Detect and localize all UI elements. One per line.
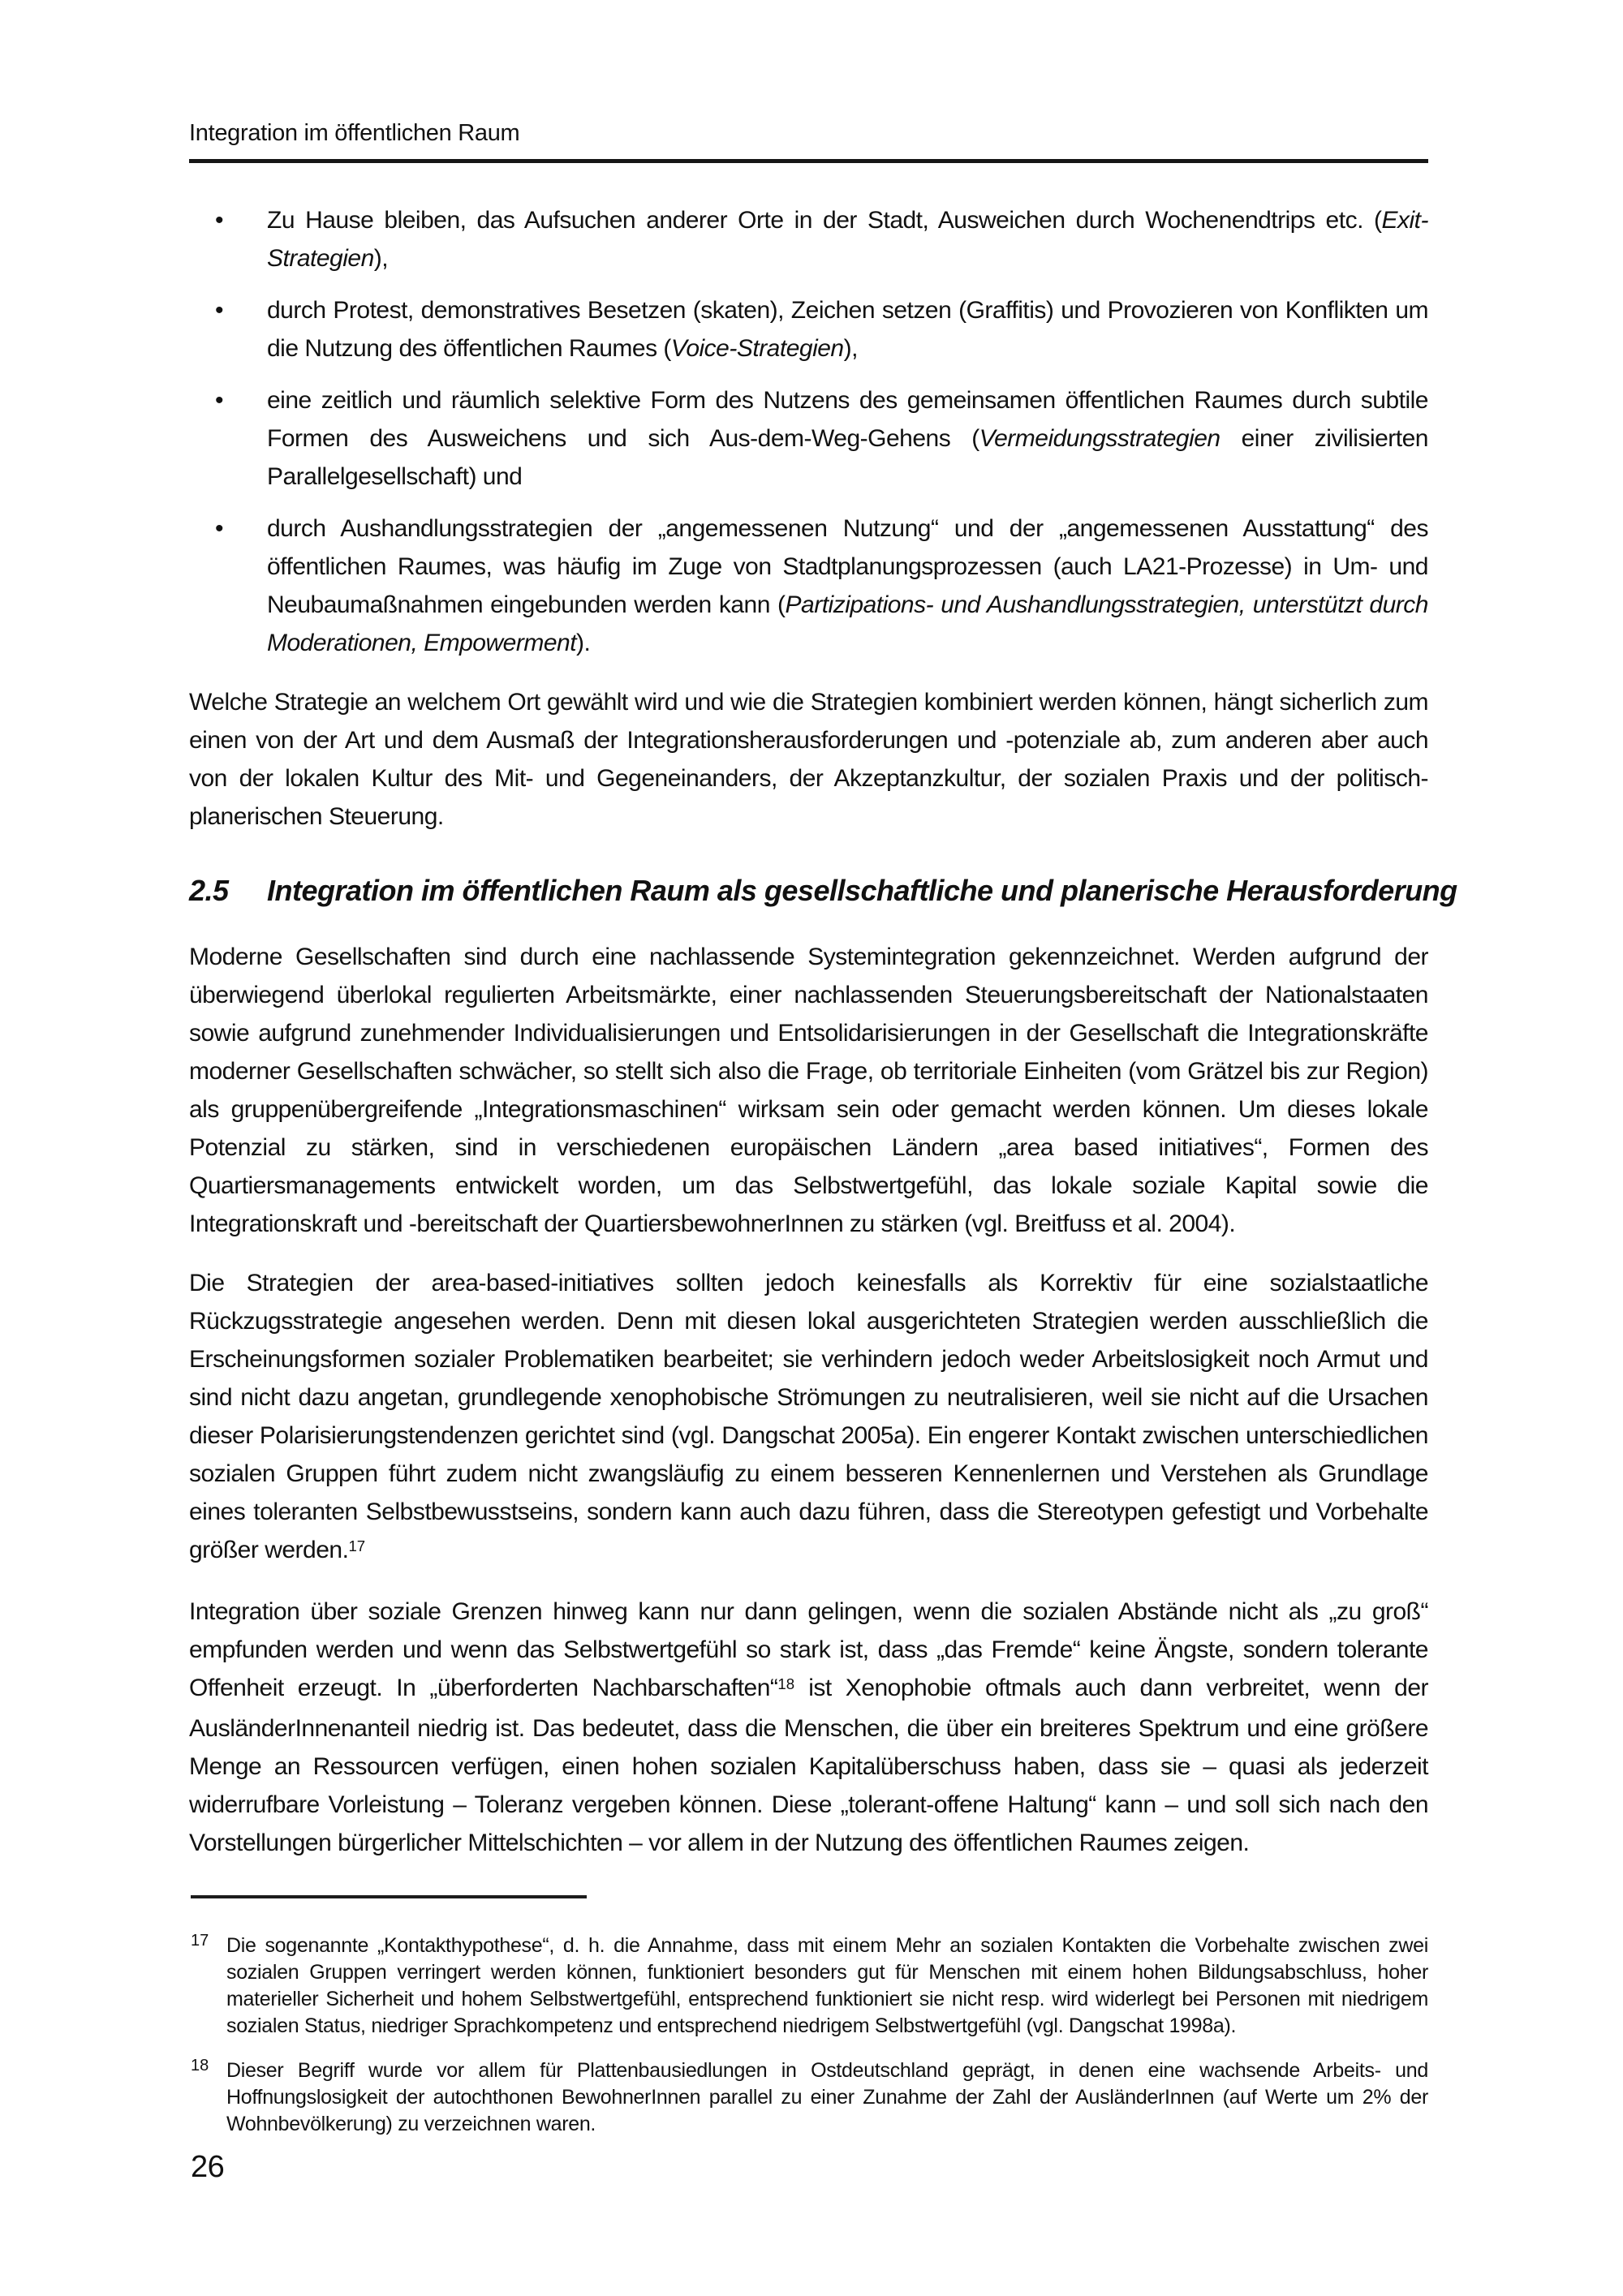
footnote-marker: 17 xyxy=(191,1932,209,1950)
paragraph xyxy=(189,1593,1428,1862)
bullet-icon: • xyxy=(215,515,224,542)
paragraph xyxy=(189,683,1428,836)
footnote-reference: 18 xyxy=(777,1675,795,1692)
text-run: ), xyxy=(373,245,389,272)
footnote-separator xyxy=(191,1895,587,1898)
footnote-section xyxy=(189,1895,1428,2156)
section-heading xyxy=(189,871,1457,910)
paragraph xyxy=(189,938,1428,1243)
running-header: Integration im öffentlichen Raum xyxy=(189,118,1428,163)
text-run: ist Xenophobie oftmals auch dann verbreitet, wenn der AusländerInnenanteil niedrig ist. Das bedeutet, dass die Menschen, die über ein breiteres Spektrum und eine größere Menge an Ressourcen verfügen, einen hohen sozialen Kapitalüberschuss haben, dass sie – quasi als jederzeit widerrufbare Vorleistung – Toleranz vergeben können. Diese „tolerant-offene Haltung“ kann – und soll sich nach den Vorstellungen bürgerlicher Mittelschichten – vor allem in der Nutzung des öffentlichen Raumes zeigen. xyxy=(189,1675,1428,1856)
bullet-icon: • xyxy=(215,207,224,234)
text-run: einer zivilisierten Parallelgesellschaft) und xyxy=(267,425,1428,490)
footnote-reference: 17 xyxy=(348,1537,366,1554)
section-title: Integration im öffentlichen Raum als gesellschaftliche und planerische Herausforderung xyxy=(267,874,1457,907)
text-run: Integration über soziale Grenzen hinweg kann nur dann gelingen, wenn die sozialen Abstände nicht als „zu groß“ empfunden werden und wenn das Selbstwertgefühl so stark ist, dass „das Fremde“ keine Ängste, sondern tolerante Offenheit erzeugt. In „überforderten Nachbarschaften“ xyxy=(189,1598,1428,1701)
text-run: durch Aushandlungsstrategien der „angemessenen Nutzung“ und der „angemessenen Ausstattung“ des öffentlichen Raumes, was häufig im Zuge von Stadtplanungsprozessen (auch LA21-Prozesse) in Um- und Neubaumaßnahmen eingebunden werden kann ( xyxy=(267,515,1428,618)
footnote xyxy=(189,2057,1428,2138)
text-run: Moderne Gesellschaften sind durch eine nachlassende Systemintegration gekennzeichnet. Werden aufgrund der überwiegend überlokal regulierten Arbeitsmärkte, einer nachlassenden Steuerungsbereitschaft der Nationalstaaten sowie aufgrund zunehmender Individualisierungen und Entsolidarisierungen in der Gesellschaft die Integrationskräfte moderner Gesellschaften schwächer, so stellt sich also die Frage, ob territoriale Einheiten (vom Grätzel bis zur Region) als gruppenübergreifende „Integrationsmaschinen“ wirksam sein oder gemacht werden können. Um dieses lokale Potenzial zu stärken, sind in verschiedenen europäischen Ländern „area based initiatives“, Formen des Quartiersmanagements entwickelt worden, um das Selbstwertgefühl, das lokale soziale Kapital sowie die Integrationskraft und -bereitschaft der QuartiersbewohnerInnen zu stärken (vgl. Breitfuss et al. 2004). xyxy=(189,944,1428,1237)
list-item xyxy=(189,201,1428,277)
footnote-text: Die sogenannte „Kontakthypothese“, d. h. die Annahme, dass mit einem Mehr an sozialen Kontakten die Vorbehalte zwischen zwei sozialen Gruppen verringert werden können, funktioniert besonders gut für Menschen mit einem hohen Bildungsabschluss, hoher materieller Sicherheit und hohem Selbstwertgefühl, entsprechend funktioniert sie nicht resp. wird widerlegt bei Personen mit niedrigem sozialen Status, niedriger Sprachkompetenz und entsprechend niedrigem Selbstwertgefühl (vgl. Dangschat 1998a). xyxy=(226,1934,1428,2037)
text-run-italic: Voice-Strategien xyxy=(670,335,844,362)
text-run-italic: Exit-Strategien xyxy=(267,207,1428,272)
footnote-marker: 18 xyxy=(191,2057,209,2075)
main-text-column xyxy=(189,201,1457,1862)
text-run: ), xyxy=(843,335,858,362)
list-item xyxy=(189,510,1428,662)
bullet-icon: • xyxy=(215,387,224,414)
list-item xyxy=(189,291,1428,368)
page-number: 26 xyxy=(191,2150,225,2184)
section-number: 2.5 xyxy=(189,874,229,907)
text-run-italic: Vermeidungsstrategien xyxy=(979,425,1220,452)
list-item xyxy=(189,381,1428,496)
text-run: durch Protest, demonstratives Besetzen (skaten), Zeichen setzen (Graffitis) und Provozieren von Konflikten um die Nutzung des öffentlichen Raumes ( xyxy=(267,297,1428,362)
footnote xyxy=(189,1933,1428,2040)
text-run: Zu Hause bleiben, das Aufsuchen anderer Orte in der Stadt, Ausweichen durch Wochenendtrips etc. ( xyxy=(267,207,1382,234)
text-run: Welche Strategie an welchem Ort gewählt wird und wie die Strategien kombiniert werden können, hängt sicherlich zum einen von der Art und dem Ausmaß der Integrationsherausforderungen und -potenziale ab, zum anderen aber auch von der lokalen Kultur des Mit- und Gegeneinanders, der Akzeptanzkultur, der sozialen Praxis und der politisch-planerischen Steuerung. xyxy=(189,689,1428,830)
text-run: Die Strategien der area-based-initiatives sollten jedoch keinesfalls als Korrektiv für eine sozialstaatliche Rückzugsstrategie angesehen werden. Denn mit diesen lokal ausgerichteten Strategien werden ausschließlich die Erscheinungsformen sozialer Problematiken bearbeitet; sie verhindern jedoch weder Arbeitslosigkeit noch Armut und sind nicht dazu angetan, grundlegende xenophobische Strömungen zu neutralisieren, weil sie nicht auf die Ursachen dieser Polarisierungstendenzen gerichtet sind (vgl. Dangschat 2005a). Ein engerer Kontakt zwischen unterschiedlichen sozialen Gruppen führt zudem nicht zwangsläufig zu einem besseren Kennenlernen und Verstehen als Grundlage eines toleranten Selbstbewusstseins, sondern kann auch dazu führen, dass die Stereotypen gefestigt und Vorbehalte größer werden. xyxy=(189,1270,1428,1563)
bullet-icon: • xyxy=(215,297,224,324)
text-run: ). xyxy=(576,630,591,656)
text-run-italic: Partizipations- und Aushandlungsstrategien, unterstützt durch Moderationen, Empowerment xyxy=(267,591,1428,656)
bullet-list xyxy=(189,201,1428,662)
text-run: eine zeitlich und räumlich selektive Form des Nutzens des gemeinsamen öffentlichen Raumes durch subtile Formen des Ausweichens und sich Aus-dem-Weg-Gehens ( xyxy=(267,387,1428,452)
paragraph xyxy=(189,1264,1428,1572)
footnote-text: Dieser Begriff wurde vor allem für Plattenbausiedlungen in Ostdeutschland geprägt, in denen eine wachsende Arbeits- und Hoffnungslosigkeit der autochthonen BewohnerInnen parallel zu einer Zunahme der Zahl der AusländerInnen (auf Werte um 2% der Wohnbevölkerung) zu verzeichnen waren. xyxy=(226,2059,1428,2135)
